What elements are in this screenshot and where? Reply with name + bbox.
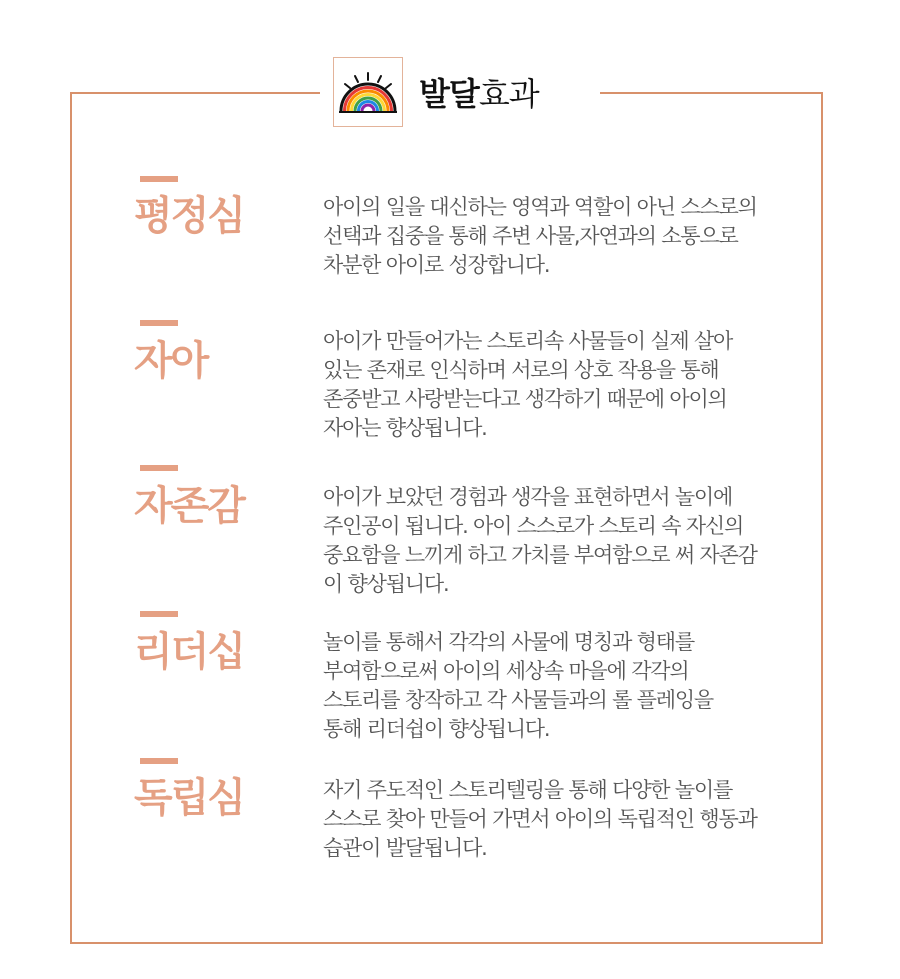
section-title [333,57,539,127]
logo-box [333,57,403,127]
page-title [419,69,539,115]
section-description: 자기 주도적인 스토리텔링을 통해 다양한 놀이를 스스로 찾아 만들어 가면서 아이의 독립적인 행동과 습관이 발달됩니다. [323,778,757,860]
section-heading: 리더십 [134,629,244,675]
title-bold: 발달 [419,75,479,113]
rainbow-sun-icon [337,67,399,117]
accent-bar [140,611,178,617]
accent-bar [140,758,178,764]
section-description: 아이가 만들어가는 스토리속 사물들이 실제 살아 있는 존재로 인식하며 서로의 상호 작용을 통해 존중받고 사랑받는다고 생각하기 때문에 아이의 자아는 향상됩니다. [323,329,733,440]
section-description: 아이의 일을 대신하는 영역과 역할이 아닌 스스로의 선택과 집중을 통해 주변 사물,자연과의 소통으로 차분한 아이로 성장합니다. [323,195,757,277]
accent-bar [140,176,178,182]
accent-bar [140,465,178,471]
accent-bar [140,320,178,326]
section-description: 아이가 보았던 경험과 생각을 표현하면서 놀이에 주인공이 됩니다. 아이 스스로가 스토리 속 자신의 중요함을 느끼게 하고 가치를 부여함으로 써 자존감 이 향상됩니다. [323,485,757,596]
title-light: 효과 [478,75,539,113]
section-heading: 자아 [134,338,208,384]
section-description: 놀이를 통해서 각각의 사물에 명칭과 형태를 부여함으로써 아이의 세상속 마을에 각각의 스토리를 창작하고 각 사물들과의 롤 플레잉을 통해 리더쉽이 향상됩니다. [323,630,714,741]
section-heading: 자존감 [134,483,244,529]
section-heading: 독립심 [134,775,244,821]
section-heading: 평정심 [134,193,244,239]
